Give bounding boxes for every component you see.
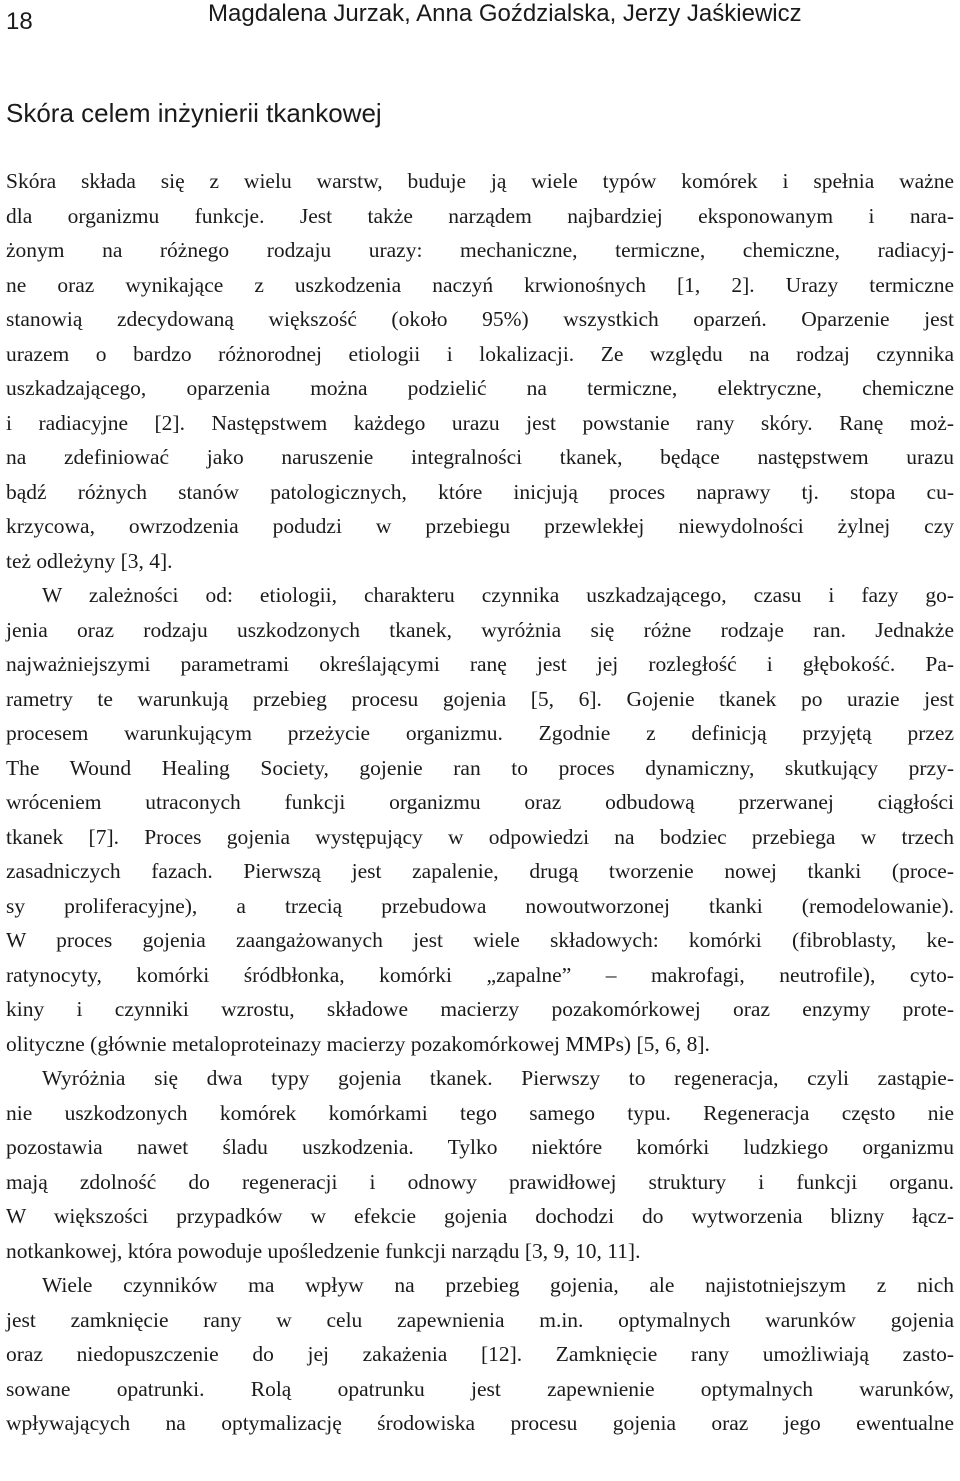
text-line: bądź różnych stanów patologicznych, które inicjują proces naprawy tj. stopa cu- — [6, 479, 954, 504]
text-line: sowane opatrunki. Rolą opatrunku jest zapewnienie optymalnych warunków, — [6, 1376, 954, 1401]
text-line: procesem warunkującym przeżycie organizmu. Zgodnie z definicją przyjętą przez — [6, 721, 954, 745]
text-line: Wyróżnia się dwa typy gojenia tkanek. Pierwszy to regeneracja, czyli zastąpie- — [42, 1066, 954, 1090]
text-line: stanowią zdecydowaną większość (około 95%) wszystkich oparzeń. Oparzenie jest — [6, 307, 954, 331]
text-line: zasadniczych fazach. Pierwszą jest zapalenie, drugą tworzenie nowej tkanki (proce- — [6, 859, 954, 883]
running-header — [0, 0, 960, 40]
text-line: urazem o bardzo różnorodnej etiologii i lokalizacji. Ze względu na rodzaj czynnika — [6, 341, 954, 366]
text-line: sy proliferacyjne), a trzecią przebudowa nowoutworzonej tkanki (remodelowanie). — [6, 893, 954, 918]
text-line: na zdefiniować jako naruszenie integralności tkanek, będące następstwem urazu — [6, 445, 954, 469]
text-line: nie uszkodzonych komórek komórkami tego samego typu. Regeneracja często nie — [6, 1100, 954, 1125]
text-line: wpływających na optymalizację środowiska procesu gojenia oraz jego ewentualne — [6, 1411, 954, 1435]
text-line: uszkadzającego, oparzenia można podzielić na termiczne, elektryczne, chemiczne — [6, 376, 954, 400]
text-line: jenia oraz rodzaju uszkodzonych tkanek, wyróżnia się różne rodzaje ran. Jednakże — [6, 617, 954, 642]
text-line: i radiacyjne [2]. Następstwem każdego urazu jest powstanie rany skóry. Ranę moż- — [6, 410, 954, 435]
text-line: Wiele czynników ma wpływ na przebieg gojenia, ale najistotniejszym z nich — [42, 1273, 954, 1297]
text-line: mają zdolność do regeneracji i odnowy prawidłowej struktury i funkcji organu. — [6, 1169, 954, 1194]
text-line: ratynocyty, komórki śródbłonka, komórki „zapalne” – makrofagi, neutrofile), cyto- — [6, 962, 954, 987]
text-line: W zależności od: etiologii, charakteru czynnika uszkadzającego, czasu i fazy go- — [42, 583, 954, 607]
text-line: pozostawia nawet śladu uszkodzenia. Tylko niektóre komórki ludzkiego organizmu — [6, 1135, 954, 1159]
text-line: kiny i czynniki wzrostu, składowe macierzy pozakomórkowej oraz enzymy prote- — [6, 997, 954, 1021]
text-line: W większości przypadków w efekcie gojenia dochodzi do wytworzenia blizny łącz- — [6, 1204, 954, 1228]
text-line: The Wound Healing Society, gojenie ran to proces dynamiczny, skutkujący przy- — [6, 755, 954, 780]
text-line: ne oraz wynikające z uszkodzenia naczyń krwionośnych [1, 2]. Urazy termiczne — [6, 272, 954, 297]
text-line: rametry te warunkują przebieg procesu gojenia [5, 6]. Gojenie tkanek po urazie jest — [6, 686, 954, 711]
text-line: dla organizmu funkcje. Jest także narządem najbardziej eksponowanym i nara- — [6, 203, 954, 228]
text-line: żonym na różnego rodzaju urazy: mechaniczne, termiczne, chemiczne, radiacyj- — [6, 238, 954, 262]
text-line: też odleżyny [3, 4]. — [6, 548, 173, 573]
text-line: oraz niedopuszczenie do jej zakażenia [12]. Zamknięcie rany umożliwiają zasto- — [6, 1342, 954, 1366]
text-line: krzycowa, owrzodzenia podudzi w przebiegu przewlekłej niewydolności żylnej czy — [6, 514, 954, 538]
text-line: tkanek [7]. Proces gojenia występujący w odpowiedzi na bodziec przebiega w trzech — [6, 824, 954, 849]
text-line: olityczne (głównie metaloproteinazy macierzy pozakomórkowej MMPs) [5, 6, 8]. — [6, 1031, 710, 1056]
text-line: notkankowej, która powoduje upośledzenie funkcji narządu [3, 9, 10, 11]. — [6, 1238, 641, 1263]
text-line: wróceniem utraconych funkcji organizmu oraz odbudową przerwanej ciągłości — [6, 790, 954, 814]
text-line: najważniejszymi parametrami określającymi ranę jest jej rozległość i głębokość. Pa- — [6, 652, 954, 676]
text-line: Skóra składa się z wielu warstw, buduje ją wiele typów komórek i spełnia ważne — [6, 169, 954, 193]
running-title-authors: Magdalena Jurzak, Anna Goździalska, Jerzy Jaśkiewicz — [208, 0, 802, 27]
text-line: jest zamknięcie rany w celu zapewnienia m.in. optymalnych warunków gojenia — [6, 1307, 954, 1332]
page-number: 18 — [6, 8, 33, 35]
body-text — [6, 164, 954, 1441]
section-title: Skóra celem inżynierii tkankowej — [6, 98, 382, 128]
text-line: W proces gojenia zaangażowanych jest wiele składowych: komórki (fibroblasty, ke- — [6, 928, 954, 952]
